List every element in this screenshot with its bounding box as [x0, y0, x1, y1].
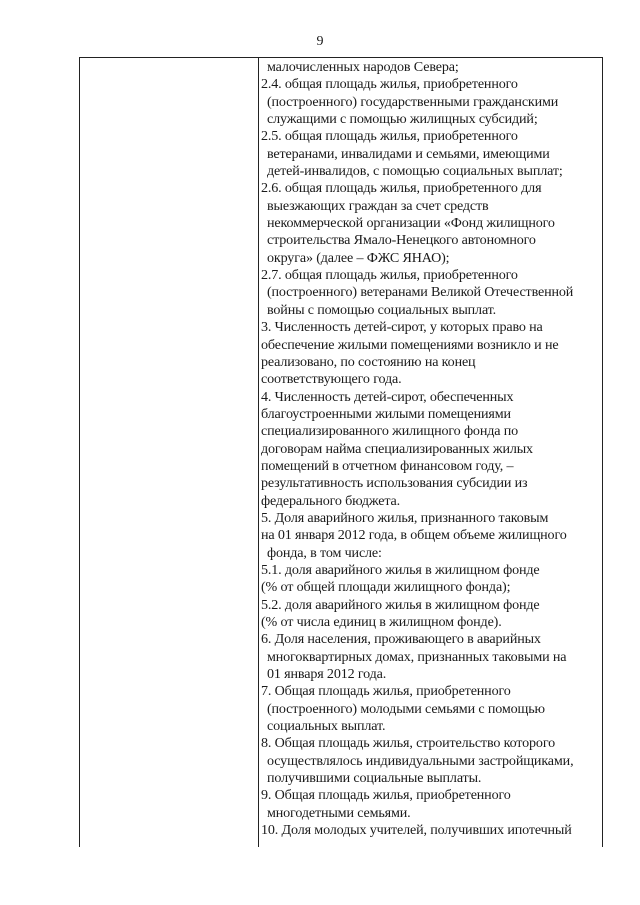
text-line: 4. Численность детей-сирот, обеспеченных [261, 388, 514, 405]
text-line: соответствующего года. [261, 371, 402, 388]
text-line: 5.2. доля аварийного жилья в жилищном фонде [261, 596, 540, 613]
text-line: 9. Общая площадь жилья, приобретенного [261, 787, 511, 804]
text-line: 2.6. общая площадь жилья, приобретенного для [261, 180, 542, 197]
text-line: договорам найма специализированных жилых [261, 440, 533, 457]
page-number: 9 [316, 34, 324, 49]
text-line: (% от числа единиц в жилищном фонде). [261, 614, 502, 630]
table-right-cell [261, 59, 601, 839]
text-line: детей-инвалидов, с помощью социальных выплат; [267, 163, 563, 180]
text-line: 2.5. общая площадь жилья, приобретенного [261, 128, 518, 145]
text-line: 7. Общая площадь жилья, приобретенного [261, 683, 511, 700]
text-line: некоммерческой организации «Фонд жилищного [267, 215, 555, 232]
text-line: социальных выплат. [267, 718, 386, 735]
text-line: выезжающих граждан за счет средств [267, 197, 489, 214]
text-line: фонда, в том числе: [267, 544, 382, 561]
text-line: 8. Общая площадь жилья, строительство которого [261, 735, 556, 752]
text-line: многоквартирных домах, признанных таковыми на [267, 648, 567, 665]
text-line: получившими социальные выплаты. [267, 770, 482, 787]
text-line: строительства Ямало-Ненецкого автономного [267, 232, 536, 249]
document-table [79, 57, 603, 847]
text-line: специализированного жилищного фонда по [261, 423, 519, 440]
text-line: 01 января 2012 года. [267, 666, 387, 683]
column-divider [258, 58, 259, 847]
text-line: войны с помощью социальных выплат. [267, 301, 497, 318]
text-line: ветеранами, инвалидами и семьями, имеющими [267, 145, 550, 162]
text-line: результативность использования субсидии из [261, 475, 528, 492]
text-line: округа» (далее – ФЖС ЯНАО); [267, 249, 450, 266]
text-line: (построенного) ветеранами Великой Отечественной [267, 284, 574, 301]
text-line: 2.4. общая площадь жилья, приобретенного [261, 76, 518, 93]
text-line: 5.1. доля аварийного жилья в жилищном фонде [261, 561, 540, 578]
text-line: (% от общей площади жилищного фонда); [261, 579, 511, 596]
text-line: реализовано, по состоянию на конец [261, 353, 476, 370]
text-line: 10. Доля молодых учителей, получивших ипотечный [261, 822, 572, 839]
text-line: (построенного) государственными гражданскими [267, 93, 559, 110]
text-line: 5. Доля аварийного жилья, признанного таковым [261, 509, 549, 526]
text-line: на 01 января 2012 года, в общем объеме жилищного [261, 527, 567, 544]
text-line: 3. Численность детей-сирот, у которых право на [261, 319, 543, 336]
text-line: федерального бюджета. [261, 492, 401, 509]
table-left-cell [80, 58, 258, 847]
text-line: 6. Доля населения, проживающего в аварийных [261, 631, 541, 648]
text-line: многодетными семьями. [267, 804, 411, 821]
text-line: помещений в отчетном финансовом году, – [261, 457, 514, 474]
text-line: 2.7. общая площадь жилья, приобретенного [261, 267, 518, 284]
text-line: благоустроенными жилыми помещениями [261, 405, 511, 422]
text-line: обеспечение жилыми помещениями возникло и не [261, 336, 559, 353]
text-line: служащими с помощью жилищных субсидий; [267, 111, 538, 128]
text-line: осуществлялось индивидуальными застройщиками, [267, 752, 574, 769]
text-line: малочисленных народов Севера; [267, 59, 459, 75]
text-line: (построенного) молодыми семьями с помощью [267, 700, 545, 717]
